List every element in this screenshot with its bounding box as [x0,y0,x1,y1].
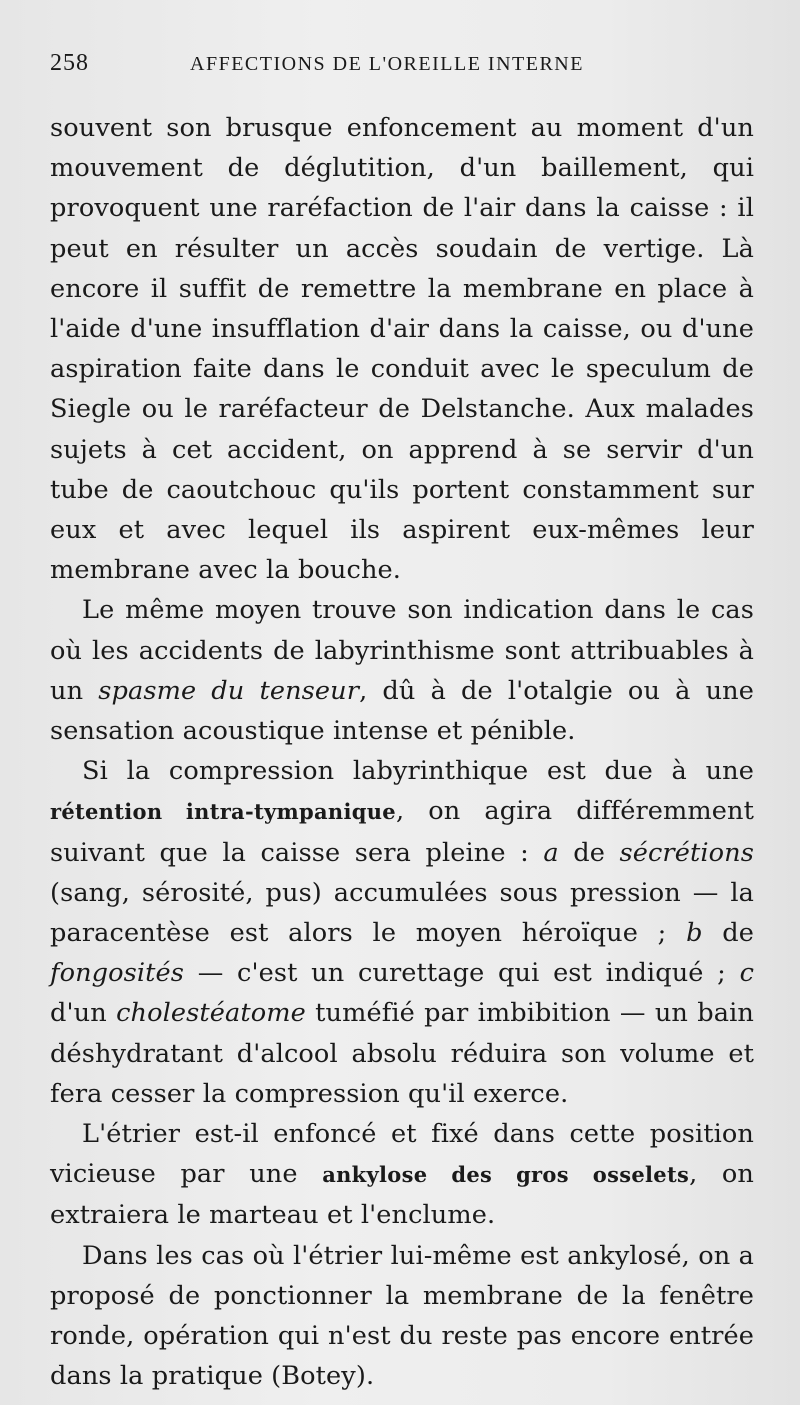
paragraph-3 [50,751,754,1114]
paragraph-text: Si la compression labyrinthique est due à une [82,756,754,787]
paragraph-text: Le même moyen trouve son indication dans le cas où les accidents de labyrinthisme sont attribuables à un [50,595,754,706]
paragraph-text: Dans les cas où l'étrier lui-même est ankylosé, on a proposé de ponctionner la membrane de la fenêtre ronde, opération qui n'est du reste pas encore entrée dans la pratique (Botey). [50,1240,754,1392]
italic-term: sécrétions [619,837,754,868]
paragraph-2 [50,590,754,751]
paragraph-text: souvent son brusque enfoncement au moment d'un mouvement de déglutition, d'un baillement, qui provoquent une raréfaction de l'air dans la caisse : il peut en résulter un accès soudain de vertige. Là encore il suffit de remettre la membrane en place à l'aide d'une insufflation d'air dans la caisse, ou d'une aspiration faite dans le conduit avec le speculum de Siegle ou le raréfacteur de Delstanche. Aux malades sujets à cet accident, on apprend à se servir d'un tube de caoutchouc qu'ils portent constamment sur eux et avec lequel ils aspirent eux-mêmes leur membrane avec la bouche. [50,113,754,586]
paragraph-4 [50,1114,754,1236]
italic-term: fongosités [50,958,185,989]
paragraph-text: , dû à de l'otalgie ou à une sensation acoustique intense et pénible. [50,675,754,747]
paragraph-text: L'étrier est-il enfoncé et fixé dans cette position vicieuse par une [50,1119,754,1190]
paragraph-text: de [702,918,754,949]
italic-term: a [543,837,559,868]
paragraph-5 [50,1236,754,1397]
italic-term: b [686,918,703,949]
paragraph-text: (sang, sérosité, pus) accumulées sous pression — la paracentèse est alors le moyen héroïque ; [50,877,754,949]
paragraph-text: , on agira différemment suivant que la caisse sera pleine : [50,796,754,868]
page-number: 258 [50,50,89,76]
paragraph-text: , on extraiera le marteau et l'enclume. [50,1159,754,1231]
paragraph-text: tuméfié par imbibition — un bain déshydratant d'alcool absolu réduira son volume et fera cesser la compression qu'il exerce. [50,998,754,1109]
page-header [50,50,754,108]
running-head: AFFECTIONS DE L'OREILLE INTERNE [190,53,584,75]
paragraph-1 [50,108,754,590]
italic-term: cholestéatome [116,998,306,1029]
bold-term: rétention intra-tympanique [50,799,396,825]
paragraph-text: — c'est un curettage qui est indiqué ; [184,958,740,989]
italic-term: spasme du tenseur [98,675,360,706]
body-text [50,108,754,1397]
italic-term: c [739,958,754,989]
paragraph-text: d'un [50,998,117,1029]
paragraph-text: de [558,837,620,868]
bold-term: ankylose des gros osselets [322,1162,690,1188]
